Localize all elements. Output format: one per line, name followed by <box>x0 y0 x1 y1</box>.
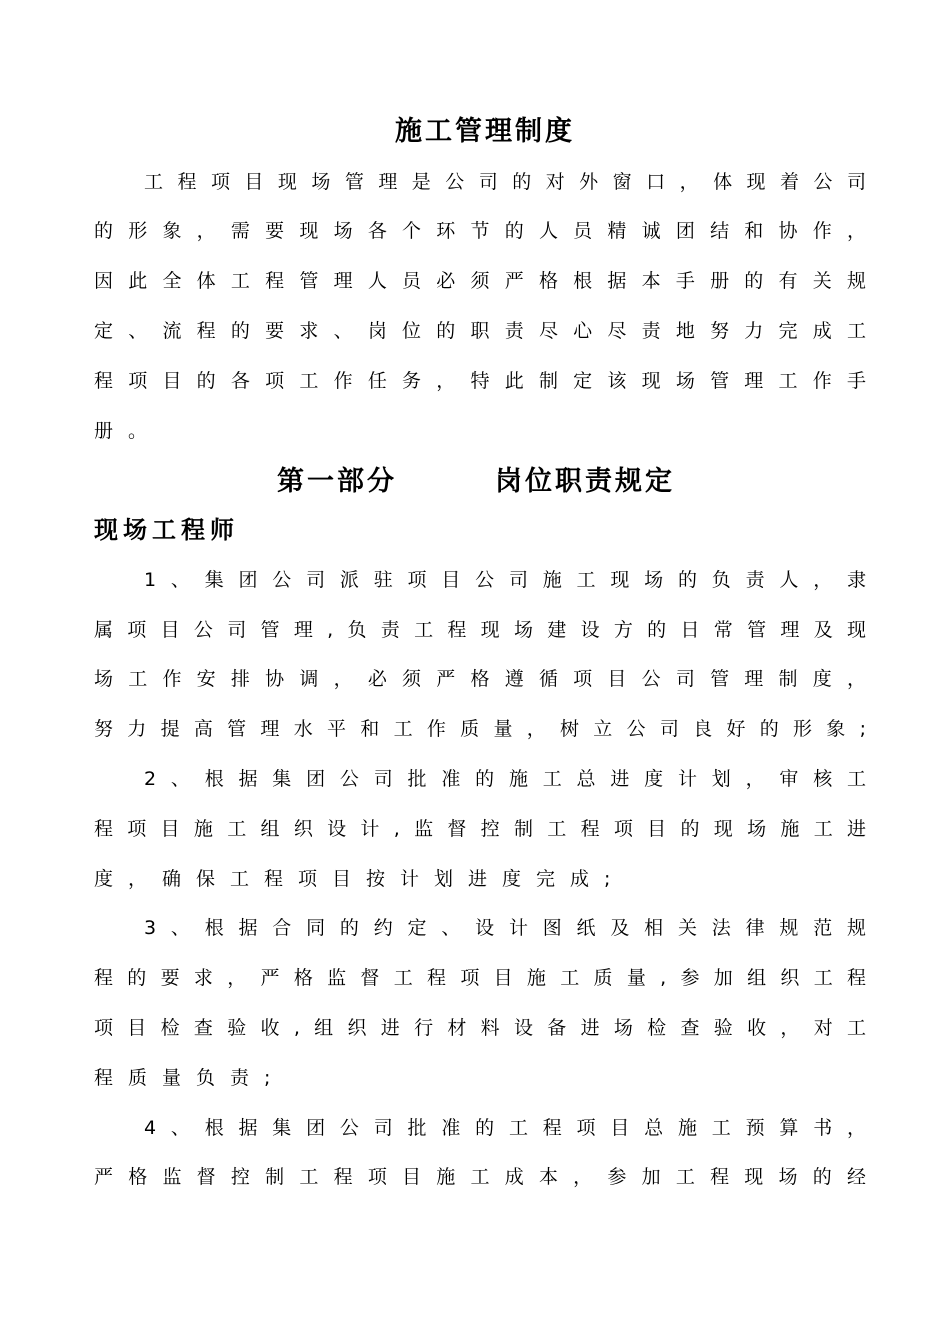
item-line: 度，确保工程项目按计划进度完成; <box>94 868 626 890</box>
item-line: 程质量负责; <box>94 1067 286 1089</box>
intro-line: 程项目的各项工作任务，特此制定该现场管理工作手 <box>94 370 866 392</box>
intro-line: 的形象，需要现场各个环节的人员精诚团结和协作， <box>94 220 866 242</box>
item-line: 严格监督控制工程项目施工成本，参加工程现场的经 <box>94 1166 866 1188</box>
intro-line: 册。 <box>94 420 163 442</box>
item-line: 属项目公司管理,负责工程现场建设方的日常管理及现 <box>94 619 866 641</box>
item-line: 程的要求，严格监督工程项目施工质量,参加组织工程 <box>94 967 866 989</box>
part-number: 第一部分 <box>277 466 397 497</box>
item-line: 努力提高管理水平和工作质量，树立公司良好的形象; <box>94 718 866 740</box>
item-line: 程项目施工组织设计,监督控制工程项目的现场施工进 <box>94 818 866 840</box>
document-title: 施工管理制度 <box>395 116 575 147</box>
item-line: 项目检查验收,组织进行材料设备进场检查验收，对工 <box>94 1017 866 1039</box>
intro-line: 因此全体工程管理人员必须严格根据本手册的有关规 <box>94 270 866 292</box>
section-heading: 现场工程师 <box>94 516 239 544</box>
intro-line: 定、流程的要求、岗位的职责尽心尽责地努力完成工 <box>94 320 866 342</box>
item-line: 4、根据集团公司批准的工程项目总施工预算书， <box>144 1117 866 1139</box>
item-line: 1、集团公司派驻项目公司施工现场的负责人，隶 <box>144 569 866 591</box>
item-line: 3、根据合同的约定、设计图纸及相关法律规范规 <box>144 917 866 939</box>
item-line: 2、根据集团公司批准的施工总进度计划，审核工 <box>144 768 866 790</box>
item-line: 场工作安排协调，必须严格遵循项目公司管理制度， <box>94 668 866 690</box>
part-title: 岗位职责规定 <box>495 466 675 497</box>
intro-line: 工程项目现场管理是公司的对外窗口，体现着公司 <box>144 171 866 193</box>
